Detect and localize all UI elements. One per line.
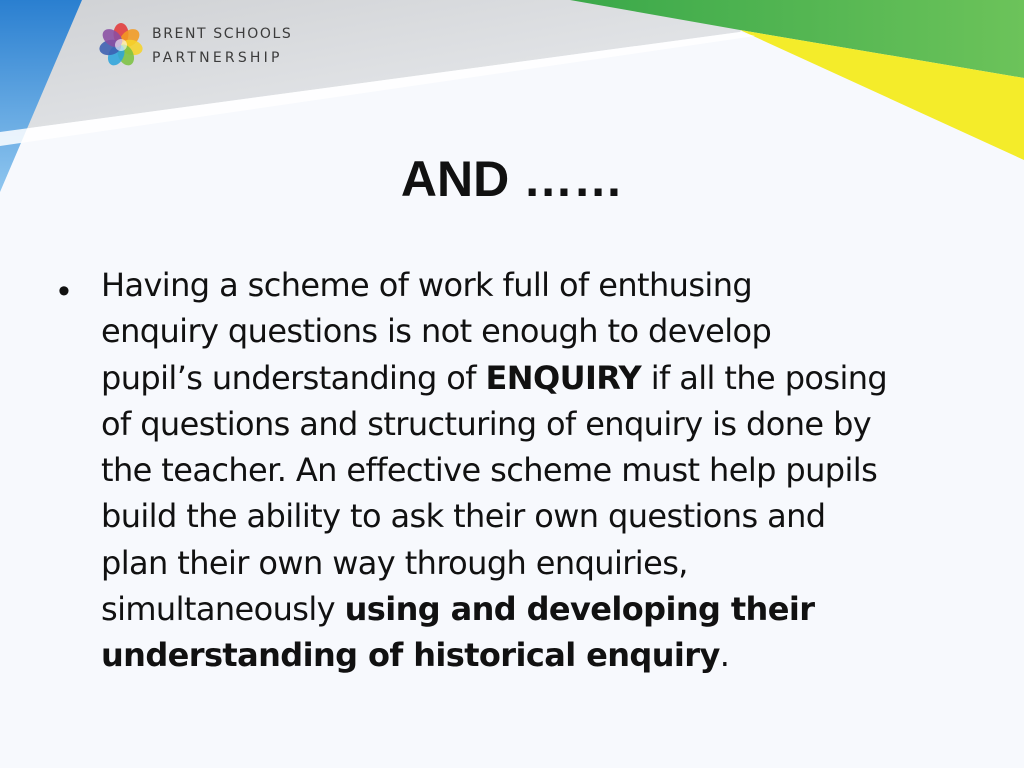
text-line-1 (101, 262, 981, 308)
logo (96, 20, 336, 72)
text-line-3 (101, 355, 981, 401)
text-segment: enquiry questions is not enough to develop (101, 312, 772, 351)
text-segment: if all the posing (641, 358, 888, 397)
text-line-9 (101, 632, 981, 678)
emphasis-enquiry: ENQUIRY (485, 358, 642, 397)
emphasis-using-developing: using and developing their (344, 590, 815, 629)
text-segment: pupil’s understanding of (101, 358, 486, 397)
text-segment: build the ability to ask their own questions and (101, 497, 826, 536)
text-segment: simultaneously (101, 590, 345, 629)
bullet-text (101, 262, 981, 679)
text-line-4 (101, 401, 981, 447)
text-line-5 (101, 447, 981, 493)
text-line-8 (101, 586, 981, 632)
logo-text-line-1: BRENT SCHOOLS (152, 26, 293, 42)
logo-flower-icon (96, 20, 146, 70)
bullet-marker: • (58, 272, 70, 310)
text-line-7 (101, 540, 981, 586)
logo-text-line-2: PARTNERSHIP (152, 50, 283, 66)
slide-title: AND …… (400, 151, 624, 207)
text-segment: of questions and structuring of enquiry is done by (101, 404, 872, 443)
text-segment: the teacher. An effective scheme must help pupils (101, 451, 878, 490)
text-segment: plan their own way through enquiries, (101, 543, 688, 582)
text-line-6 (101, 493, 981, 539)
emphasis-historical-enquiry: understanding of historical enquiry (101, 636, 720, 675)
text-line-2 (101, 308, 981, 354)
text-segment: Having a scheme of work full of enthusing (101, 266, 753, 304)
text-segment: . (719, 636, 730, 675)
